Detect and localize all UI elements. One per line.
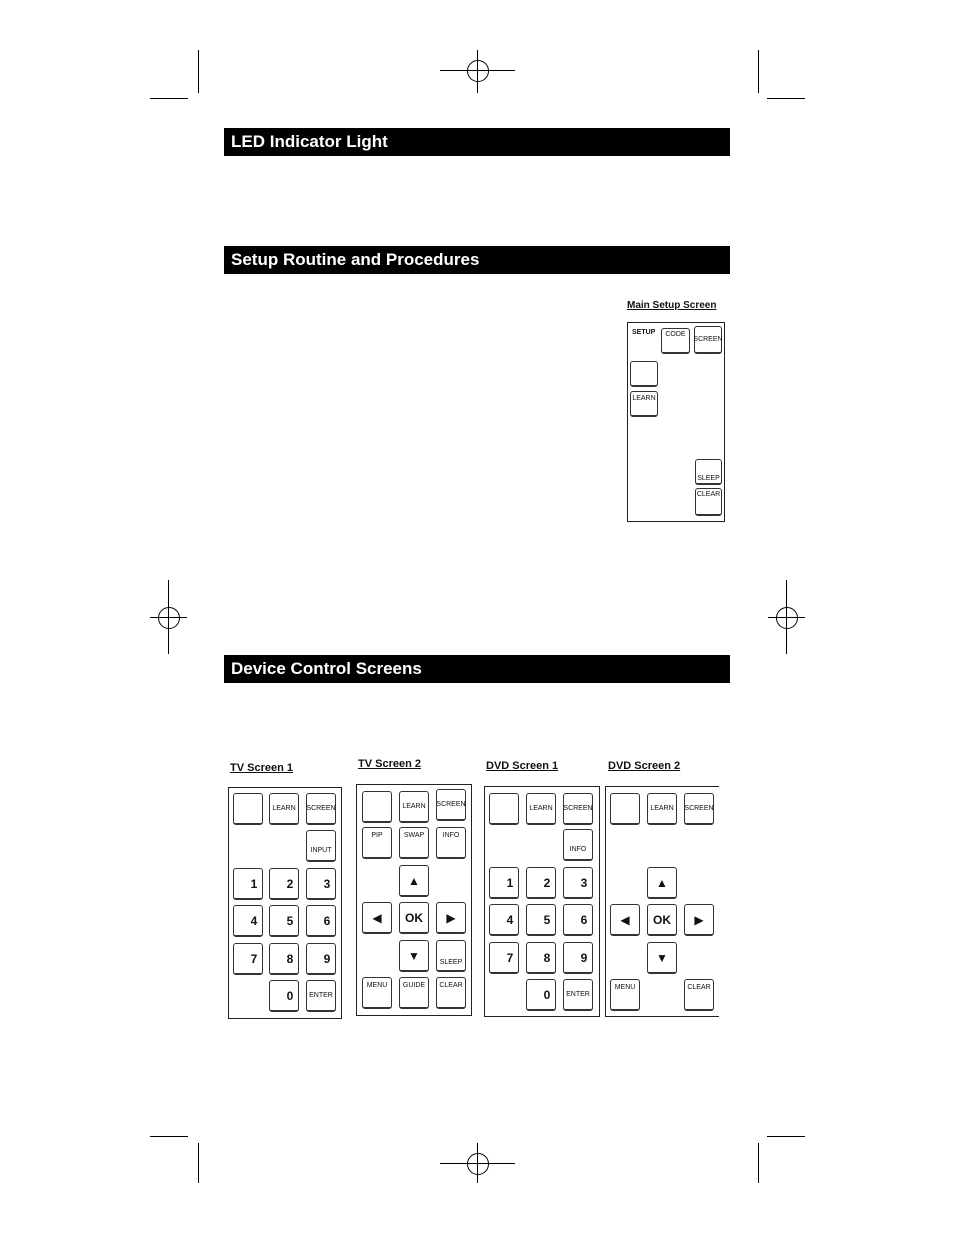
tv1-enter-button[interactable] bbox=[306, 980, 336, 1012]
tv2-clear-label: CLEAR bbox=[439, 982, 463, 989]
crop-mark bbox=[758, 1143, 759, 1183]
tv1-key-1-label: 1 bbox=[250, 876, 258, 891]
dvd1-key-8-label: 8 bbox=[543, 950, 551, 965]
setup-label: SETUP bbox=[632, 329, 656, 336]
dvd1-screen-label: SCREEN bbox=[563, 805, 593, 812]
registration-mark bbox=[467, 1153, 489, 1175]
tv2-right-button[interactable] bbox=[436, 902, 466, 934]
dvd2-screen-button[interactable] bbox=[684, 793, 714, 825]
tv1-key-5-label: 5 bbox=[286, 913, 294, 928]
tv2-menu-button[interactable] bbox=[362, 977, 392, 1009]
screen-icon bbox=[306, 805, 335, 812]
dvd2-clear-button[interactable] bbox=[684, 979, 714, 1011]
tv2-down-button[interactable] bbox=[399, 940, 429, 972]
dvd1-key-2[interactable] bbox=[526, 867, 556, 899]
dvd2-up-button[interactable] bbox=[647, 867, 677, 899]
down-arrow-icon: ▼ bbox=[408, 948, 420, 963]
tv1-key-9[interactable] bbox=[306, 943, 336, 975]
tv-screen-2-title: TV Screen 2 bbox=[358, 758, 421, 770]
tv2-pip-button[interactable] bbox=[362, 827, 392, 859]
dvd1-screen-button[interactable] bbox=[563, 793, 593, 825]
dvd1-key-1-label: 1 bbox=[506, 875, 514, 890]
dvd-screen-2-panel bbox=[605, 786, 719, 1017]
crop-mark bbox=[198, 50, 199, 93]
code-label: CODE bbox=[665, 331, 686, 338]
setup-blank-button[interactable] bbox=[630, 361, 658, 387]
tv1-key-5[interactable] bbox=[269, 905, 299, 937]
tv2-sleep-button[interactable] bbox=[436, 940, 466, 972]
tv-screen-2-panel bbox=[356, 784, 472, 1016]
tv1-key-0[interactable] bbox=[269, 980, 299, 1012]
code-button[interactable] bbox=[661, 328, 690, 354]
tv2-screen-button[interactable] bbox=[436, 789, 466, 821]
tv2-clear-button[interactable] bbox=[436, 977, 466, 1009]
dvd2-ok-label: OK bbox=[653, 912, 671, 927]
tv1-key-6[interactable] bbox=[306, 905, 336, 937]
tv1-key-0-label: 0 bbox=[286, 988, 294, 1003]
dvd1-key-3-label: 3 bbox=[580, 875, 588, 890]
crop-mark bbox=[150, 98, 188, 99]
tv1-key-3-label: 3 bbox=[323, 876, 331, 891]
tv2-guide-button[interactable] bbox=[399, 977, 429, 1009]
registration-mark bbox=[477, 1143, 478, 1183]
dvd1-key-6-label: 6 bbox=[580, 912, 588, 927]
clear-button[interactable] bbox=[695, 488, 722, 516]
dvd2-clear-label: CLEAR bbox=[687, 984, 711, 991]
tv1-key-3[interactable] bbox=[306, 868, 336, 900]
crop-mark bbox=[767, 98, 805, 99]
learn-label: LEARN bbox=[632, 395, 656, 402]
tv1-key-6-label: 6 bbox=[323, 913, 331, 928]
down-arrow-icon: ▼ bbox=[656, 950, 668, 965]
sleep-label: SLEEP bbox=[697, 475, 720, 482]
tv2-pip-label: PIP bbox=[371, 832, 383, 839]
screen-label: SCREEN bbox=[693, 336, 723, 343]
dvd1-key-2-label: 2 bbox=[543, 875, 551, 890]
dvd1-key-0[interactable] bbox=[526, 979, 556, 1011]
registration-mark bbox=[477, 50, 478, 93]
dvd1-blank-button[interactable] bbox=[489, 793, 519, 825]
dvd2-menu-label: MENU bbox=[614, 984, 636, 991]
tv1-key-1[interactable] bbox=[233, 868, 263, 900]
left-arrow-icon: ◀ bbox=[372, 910, 382, 925]
dvd1-learn-button[interactable] bbox=[526, 793, 556, 825]
tv1-key-9-label: 9 bbox=[323, 951, 331, 966]
dvd2-learn-button[interactable] bbox=[647, 793, 677, 825]
registration-mark bbox=[776, 607, 798, 629]
tv2-menu-label: MENU bbox=[366, 982, 388, 989]
tv2-screen-label: SCREEN bbox=[436, 801, 466, 808]
left-arrow-icon: ◀ bbox=[620, 912, 630, 927]
dvd1-key-4-label: 4 bbox=[506, 912, 514, 927]
dvd1-key-9[interactable] bbox=[563, 942, 593, 974]
main-setup-title: Main Setup Screen bbox=[627, 300, 717, 311]
tv-screen-1-panel bbox=[228, 787, 342, 1019]
crop-mark bbox=[198, 1143, 199, 1183]
dvd2-ok-button[interactable] bbox=[647, 904, 677, 936]
dvd1-key-3[interactable] bbox=[563, 867, 593, 899]
tv1-key-7[interactable] bbox=[233, 943, 263, 975]
dvd2-menu-button[interactable] bbox=[610, 979, 640, 1011]
dvd1-key-6[interactable] bbox=[563, 904, 593, 936]
up-arrow-icon: ▲ bbox=[656, 875, 668, 890]
dvd1-info-button[interactable] bbox=[563, 829, 593, 861]
tv1-key-8[interactable] bbox=[269, 943, 299, 975]
section-header-device: Device Control Screens bbox=[224, 655, 730, 683]
tv1-enter-label: ENTER bbox=[309, 992, 333, 999]
dvd1-key-9-label: 9 bbox=[580, 950, 588, 965]
tv2-guide-label: GUIDE bbox=[402, 982, 426, 989]
dvd1-key-0-label: 0 bbox=[543, 987, 551, 1002]
dvd1-key-7-label: 7 bbox=[506, 950, 514, 965]
section-header-led: LED Indicator Light bbox=[224, 128, 730, 156]
tv2-swap-label: SWAP bbox=[403, 832, 425, 839]
registration-mark bbox=[158, 607, 180, 629]
dvd1-key-5[interactable] bbox=[526, 904, 556, 936]
tv2-blank-button[interactable] bbox=[362, 791, 392, 823]
tv2-up-button[interactable] bbox=[399, 865, 429, 897]
tv2-learn-button[interactable] bbox=[399, 791, 429, 823]
tv1-key-4[interactable] bbox=[233, 905, 263, 937]
section-header-setup: Setup Routine and Procedures bbox=[224, 246, 730, 274]
crop-mark bbox=[150, 1136, 188, 1137]
dvd-screen-1-title: DVD Screen 1 bbox=[486, 760, 559, 772]
dvd2-screen-label: SCREEN bbox=[684, 805, 714, 812]
tv1-key-2-label: 2 bbox=[286, 876, 294, 891]
screen-icon bbox=[693, 336, 722, 343]
right-arrow-icon: ▶ bbox=[694, 912, 704, 927]
dvd1-enter-button[interactable] bbox=[563, 979, 593, 1011]
tv2-info-button[interactable] bbox=[436, 827, 466, 859]
tv1-screen-button[interactable] bbox=[306, 793, 336, 825]
screen-icon bbox=[684, 805, 713, 812]
tv2-learn-label: LEARN bbox=[402, 803, 426, 810]
dvd1-key-7[interactable] bbox=[489, 942, 519, 974]
dvd1-enter-label: ENTER bbox=[566, 991, 590, 998]
registration-mark bbox=[786, 580, 787, 654]
tv1-key-7-label: 7 bbox=[250, 951, 258, 966]
dvd2-right-button[interactable] bbox=[684, 904, 714, 936]
main-setup-panel bbox=[627, 322, 725, 522]
tv2-sleep-label: SLEEP bbox=[439, 959, 463, 966]
tv-screen-1-title: TV Screen 1 bbox=[230, 762, 293, 774]
tv2-ok-button[interactable] bbox=[399, 902, 429, 934]
screen-icon bbox=[436, 801, 465, 808]
dvd2-down-button[interactable] bbox=[647, 942, 677, 974]
dvd1-learn-label: LEARN bbox=[529, 805, 553, 812]
dvd1-key-4[interactable] bbox=[489, 904, 519, 936]
dvd2-blank-button[interactable] bbox=[610, 793, 640, 825]
tv2-info-label: INFO bbox=[442, 832, 460, 839]
tv2-left-button[interactable] bbox=[362, 902, 392, 934]
tv2-swap-button[interactable] bbox=[399, 827, 429, 859]
dvd-screen-1-panel bbox=[484, 786, 600, 1017]
crop-mark bbox=[767, 1136, 805, 1137]
tv1-learn-label: LEARN bbox=[272, 805, 296, 812]
tv1-input-button[interactable] bbox=[306, 830, 336, 862]
tv1-input-label: INPUT bbox=[310, 847, 332, 854]
right-arrow-icon: ▶ bbox=[446, 910, 456, 925]
dvd1-info-label: INFO bbox=[569, 846, 587, 853]
crop-mark bbox=[758, 50, 759, 93]
tv1-key-8-label: 8 bbox=[286, 951, 294, 966]
registration-mark bbox=[467, 60, 489, 82]
up-arrow-icon: ▲ bbox=[408, 873, 420, 888]
clear-label: CLEAR bbox=[696, 491, 721, 498]
registration-mark bbox=[168, 580, 169, 654]
tv1-key-2[interactable] bbox=[269, 868, 299, 900]
dvd1-key-5-label: 5 bbox=[543, 912, 551, 927]
dvd-screen-2-title: DVD Screen 2 bbox=[608, 760, 681, 772]
screen-icon bbox=[563, 805, 592, 812]
tv1-learn-button[interactable] bbox=[269, 793, 299, 825]
dvd1-key-8[interactable] bbox=[526, 942, 556, 974]
dvd1-key-1[interactable] bbox=[489, 867, 519, 899]
learn-button[interactable] bbox=[630, 391, 658, 417]
dvd2-left-button[interactable] bbox=[610, 904, 640, 936]
tv2-ok-label: OK bbox=[405, 910, 423, 925]
tv1-blank-button[interactable] bbox=[233, 793, 263, 825]
tv1-key-4-label: 4 bbox=[250, 913, 258, 928]
screen-button[interactable] bbox=[694, 326, 722, 354]
dvd2-learn-label: LEARN bbox=[650, 805, 674, 812]
tv1-screen-label: SCREEN bbox=[306, 805, 336, 812]
sleep-button[interactable] bbox=[695, 459, 722, 485]
